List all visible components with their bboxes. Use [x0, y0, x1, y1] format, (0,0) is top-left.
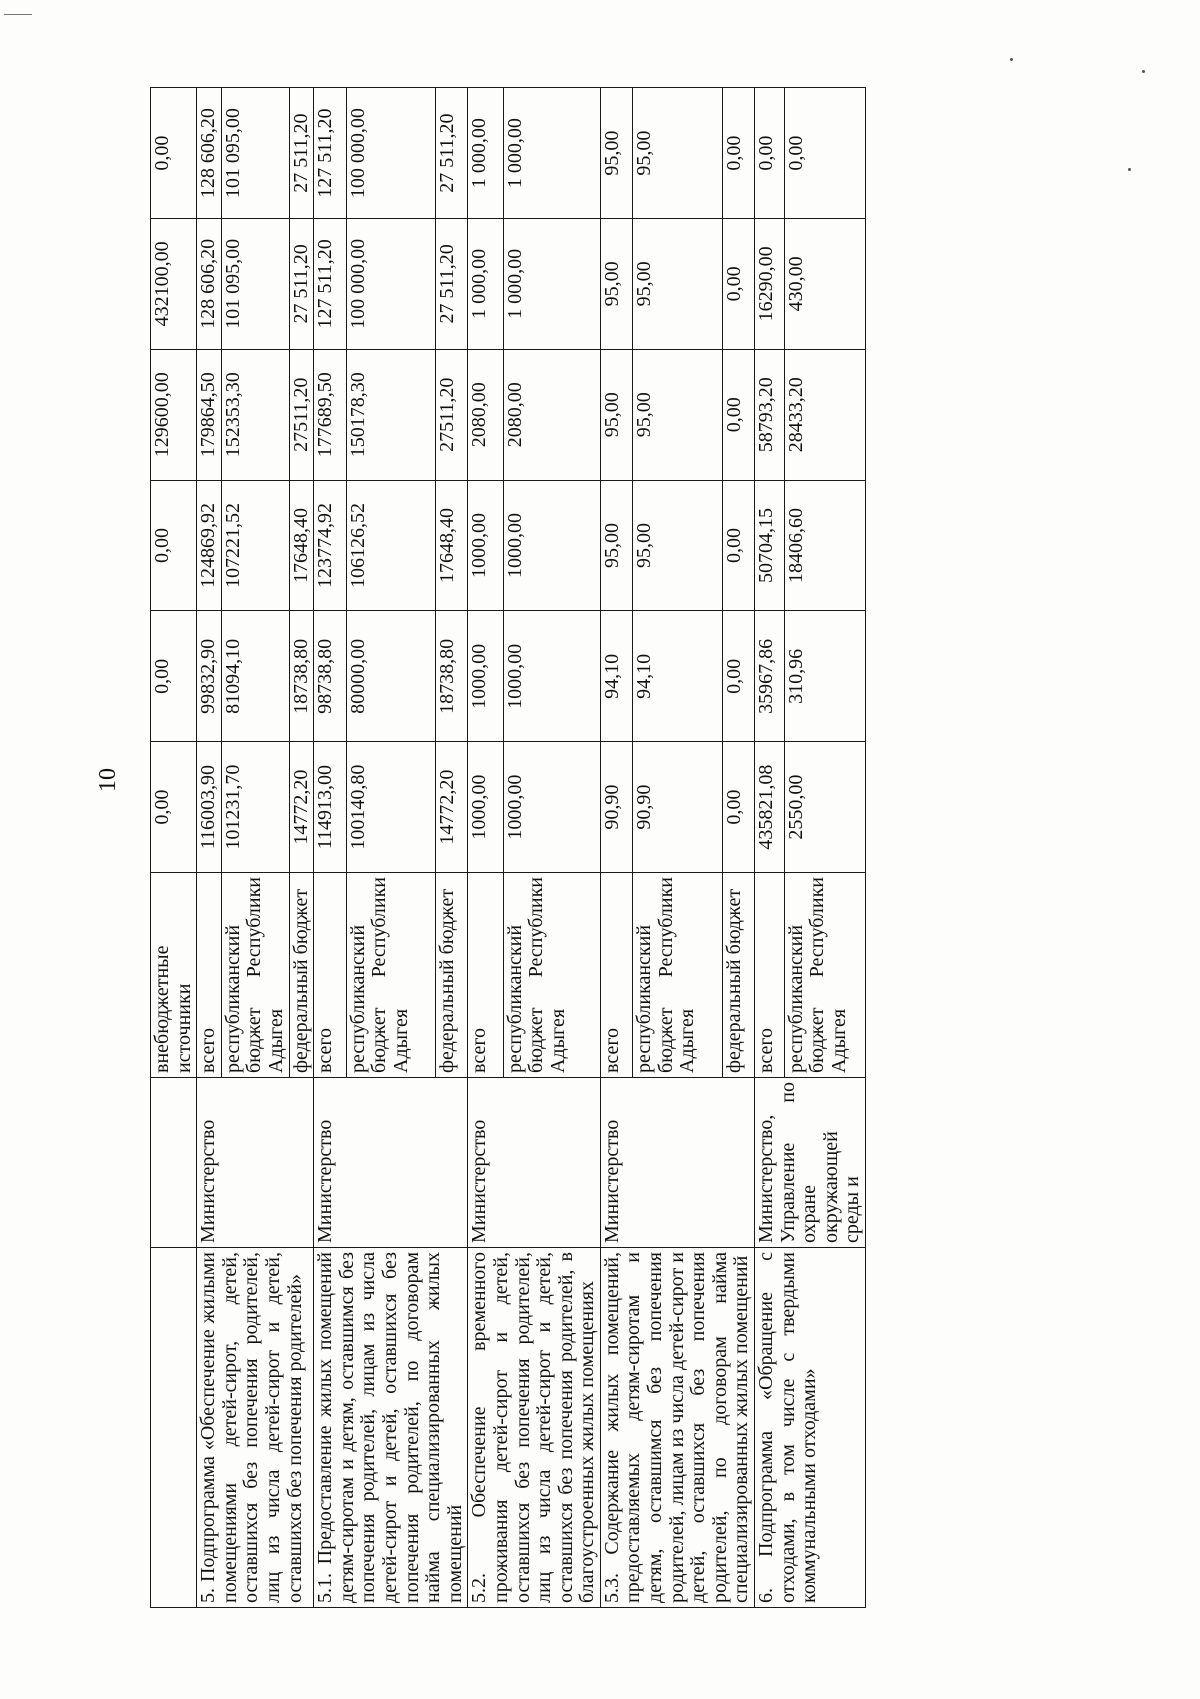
program-name-cell	[151, 1248, 197, 1608]
amount-cell: 2550,00	[784, 742, 865, 873]
amount-cell: 1 000,00	[503, 219, 600, 350]
amount-cell: 1000,00	[468, 742, 503, 873]
funding-source-cell: всего	[600, 873, 632, 1078]
amount-cell: 17648,40	[289, 480, 314, 611]
amount-cell: 0,00	[722, 88, 754, 219]
amount-cell: 17648,40	[435, 480, 467, 611]
amount-cell: 0,00	[151, 480, 197, 611]
scan-speck	[1128, 168, 1131, 171]
funding-source-cell: республиканский бюджет Республики Адыгея	[633, 873, 722, 1078]
amount-cell: 101 095,00	[221, 219, 289, 350]
amount-cell: 1000,00	[468, 480, 503, 611]
amount-cell: 16290,00	[755, 219, 785, 350]
amount-cell: 18738,80	[289, 611, 314, 742]
amount-cell: 95,00	[633, 349, 722, 480]
table-row	[151, 88, 197, 1608]
amount-cell: 127 511,20	[314, 88, 346, 219]
amount-cell: 114913,00	[314, 742, 346, 873]
amount-cell: 1 000,00	[468, 88, 503, 219]
amount-cell: 107221,52	[221, 480, 289, 611]
amount-cell: 81094,10	[221, 611, 289, 742]
scan-mark	[4, 14, 32, 15]
amount-cell: 0,00	[722, 611, 754, 742]
amount-cell: 80000,00	[346, 611, 435, 742]
amount-cell: 179864,50	[197, 349, 222, 480]
amount-cell: 432100,00	[151, 219, 197, 350]
page-number: 10	[95, 768, 121, 792]
amount-cell: 14772,20	[435, 742, 467, 873]
amount-cell: 1000,00	[503, 480, 600, 611]
executor-cell: Министерство	[600, 1078, 754, 1248]
executor-cell: Министерство	[314, 1078, 468, 1248]
amount-cell: 50704,15	[755, 480, 785, 611]
funding-source-cell: федеральный бюджет	[435, 873, 467, 1078]
amount-cell: 90,90	[633, 742, 722, 873]
amount-cell: 310,96	[784, 611, 865, 742]
amount-cell: 27 511,20	[289, 88, 314, 219]
amount-cell: 1 000,00	[468, 219, 503, 350]
amount-cell: 0,00	[151, 742, 197, 873]
amount-cell: 1 000,00	[503, 88, 600, 219]
amount-cell: 35967,86	[755, 611, 785, 742]
amount-cell: 106126,52	[346, 480, 435, 611]
scan-speck	[1010, 58, 1013, 61]
amount-cell: 1000,00	[503, 611, 600, 742]
amount-cell: 435821,08	[755, 742, 785, 873]
executor-cell: Министерство	[197, 1078, 314, 1248]
program-name-cell: 5.1. Предоставление жилых помещений детям-сиротам и детям, оставшимся без попечения родителей, лицам из числа детей-сирот и детей, оставшихся без попечения родителей, по договорам найма специализированных жилых помещений	[314, 1248, 468, 1608]
budget-table-body	[151, 88, 866, 1608]
amount-cell: 124869,92	[197, 480, 222, 611]
amount-cell: 27 511,20	[435, 88, 467, 219]
amount-cell: 28433,20	[784, 349, 865, 480]
amount-cell: 18406,60	[784, 480, 865, 611]
amount-cell: 58793,20	[755, 349, 785, 480]
amount-cell: 2080,00	[503, 349, 600, 480]
scan-speck	[1142, 70, 1145, 73]
amount-cell: 100140,80	[346, 742, 435, 873]
table-row	[755, 88, 785, 1608]
executor-cell: Министерство	[468, 1078, 601, 1248]
amount-cell: 1000,00	[468, 611, 503, 742]
amount-cell: 0,00	[755, 88, 785, 219]
amount-cell: 177689,50	[314, 349, 346, 480]
funding-source-cell: внебюджетные источники	[151, 873, 197, 1078]
amount-cell: 99832,90	[197, 611, 222, 742]
program-name-cell: 5.2. Обеспечение временного проживания детей-сирот и детей, оставшихся без попечения родителей, лиц из числа детей-сирот и детей, оставшихся без попечения родителей, в благоустроенных жилых помещениях	[468, 1248, 601, 1608]
amount-cell: 95,00	[600, 349, 632, 480]
program-name-cell: 5. Подпрограмма «Обеспечение жилыми помещениями детей-сирот, детей, оставшихся без попечения родителей, лиц из числа детей-сирот и детей, оставшихся без попечения родителей»	[197, 1248, 314, 1608]
amount-cell: 27 511,20	[289, 219, 314, 350]
amount-cell: 98738,80	[314, 611, 346, 742]
amount-cell: 100 000,00	[346, 88, 435, 219]
funding-source-cell: всего	[755, 873, 785, 1078]
amount-cell: 94,10	[633, 611, 722, 742]
amount-cell: 2080,00	[468, 349, 503, 480]
amount-cell: 0,00	[722, 480, 754, 611]
amount-cell: 0,00	[722, 219, 754, 350]
table-row	[314, 88, 346, 1608]
amount-cell: 430,00	[784, 219, 865, 350]
funding-source-cell: республиканский бюджет Республики Адыгея	[221, 873, 289, 1078]
amount-cell: 95,00	[633, 480, 722, 611]
amount-cell: 18738,80	[435, 611, 467, 742]
amount-cell: 123774,92	[314, 480, 346, 611]
amount-cell: 0,00	[722, 742, 754, 873]
program-name-cell: 6. Подпрограмма «Обращение с отходами, в том числе с твердыми коммунальными отходами»	[755, 1248, 866, 1608]
table-row	[197, 88, 222, 1608]
amount-cell: 0,00	[784, 88, 865, 219]
amount-cell: 127 511,20	[314, 219, 346, 350]
amount-cell: 128 606,20	[197, 219, 222, 350]
amount-cell: 95,00	[633, 88, 722, 219]
rotated-table-sheet	[150, 88, 1055, 1608]
table-row	[600, 88, 632, 1608]
amount-cell: 100 000,00	[346, 219, 435, 350]
funding-source-cell: федеральный бюджет	[289, 873, 314, 1078]
amount-cell: 116003,90	[197, 742, 222, 873]
amount-cell: 129600,00	[151, 349, 197, 480]
amount-cell: 0,00	[722, 349, 754, 480]
funding-source-cell: республиканский бюджет Республики Адыгея	[503, 873, 600, 1078]
amount-cell: 94,10	[600, 611, 632, 742]
amount-cell: 95,00	[600, 480, 632, 611]
amount-cell: 0,00	[151, 611, 197, 742]
funding-source-cell: всего	[468, 873, 503, 1078]
funding-source-cell: республиканский бюджет Республики Адыгея	[346, 873, 435, 1078]
amount-cell: 95,00	[633, 219, 722, 350]
funding-source-cell: республиканский бюджет Республики Адыгея	[784, 873, 865, 1078]
amount-cell: 95,00	[600, 88, 632, 219]
amount-cell: 27511,20	[435, 349, 467, 480]
amount-cell: 0,00	[151, 88, 197, 219]
amount-cell: 152353,30	[221, 349, 289, 480]
amount-cell: 101 095,00	[221, 88, 289, 219]
funding-source-cell: федеральный бюджет	[722, 873, 754, 1078]
amount-cell: 95,00	[600, 219, 632, 350]
amount-cell: 27511,20	[289, 349, 314, 480]
budget-table	[150, 87, 866, 1608]
program-name-cell: 5.3. Содержание жилых помещений, предоставляемых детям-сиротам и детям, оставшимся без попечения родителей, лицам из числа детей-сирот и детей, оставшихся без попечения родителей, по договорам найма специализированных жилых помещений	[600, 1248, 754, 1608]
executor-cell: Министерство, Управление по охране окружающей среды и	[755, 1078, 866, 1248]
funding-source-cell: всего	[197, 873, 222, 1078]
funding-source-cell: всего	[314, 873, 346, 1078]
amount-cell: 128 606,20	[197, 88, 222, 219]
amount-cell: 101231,70	[221, 742, 289, 873]
amount-cell: 27 511,20	[435, 219, 467, 350]
amount-cell: 90,90	[600, 742, 632, 873]
amount-cell: 150178,30	[346, 349, 435, 480]
executor-cell	[151, 1078, 197, 1248]
table-row	[468, 88, 503, 1608]
amount-cell: 14772,20	[289, 742, 314, 873]
amount-cell: 1000,00	[503, 742, 600, 873]
